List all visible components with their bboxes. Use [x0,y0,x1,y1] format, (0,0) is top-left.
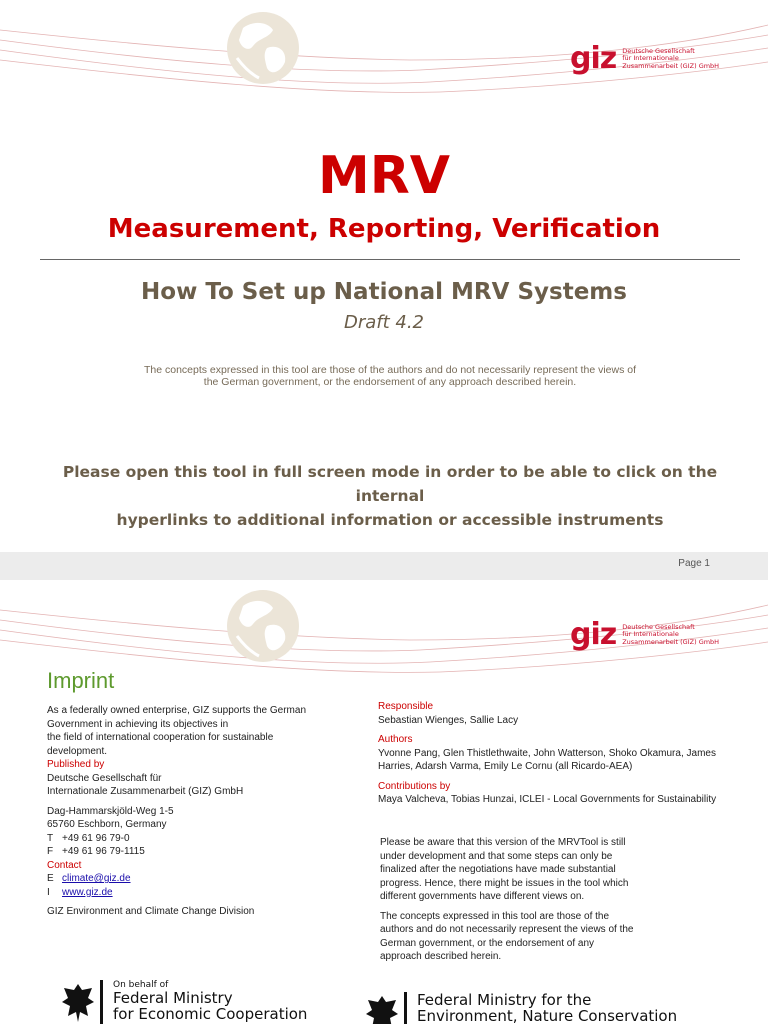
page-number: Page 1 [678,558,710,569]
giz-logo-line: Deutsche Gesellschaft [622,622,695,631]
ministry-logo-environment [364,992,677,1024]
phone-value: +49 61 96 79-0 [62,832,130,844]
address-line: Dag-Hammarskjöld-Weg 1-5 [47,805,174,817]
globe-icon [222,586,304,666]
address-line: 65760 Eschborn, Germany [47,819,167,830]
phone-label: T [47,832,54,844]
giz-logo-line: für Internationale [622,54,679,63]
email-label: E [47,873,54,884]
draft-version: Draft 4.2 [343,312,425,333]
note-line: finalized after the negotiations have made substantial [380,864,616,875]
fax-value: +49 61 96 79-1115 [62,846,145,857]
imprint-right-column [378,700,748,807]
doc-heading: How To Set up National MRV Systems [141,279,627,305]
disclaimer-line: The concepts expressed in this tool are those of the authors and do not necessarily represent the views of [143,364,637,376]
giz-logo-line: für Internationale [622,630,679,639]
ministry-text [417,992,677,1024]
responsible-label: Responsible [378,701,434,712]
fax-label: F [47,846,54,857]
ministry-bar [404,992,407,1024]
ministry-name-line: for Economic Cooperation [113,1005,308,1023]
disclaimer [100,364,680,388]
giz-logo-text [622,48,719,71]
email-link[interactable]: climate@giz.de [62,873,131,884]
contributions-value: Maya Valcheva, Tobias Hunzai, ICLEI - Local Governments for Sustainability [378,794,717,805]
web-link[interactable]: www.giz.de [62,886,113,898]
imprint-page [0,580,768,1024]
on-behalf-text: On behalf of [113,980,169,990]
intro-line: development. [47,745,108,757]
ministry-name-line: Federal Ministry [113,989,233,1007]
development-note [380,836,660,964]
authors-line: Harries, Adarsh Varma, Emily Le Cornu (all Ricardo-AEA) [378,761,633,772]
notice-line: hyperlinks to additional information or accessible instruments [116,511,664,529]
giz-logo-mark: giz [570,617,617,652]
note-line: German government, or the endorsement of any [380,937,595,949]
ministry-bar [100,980,103,1024]
contributions-label: Contributions by [378,780,451,792]
note-line: Please be aware that this version of the MRVTool is still [380,837,626,848]
division-text: GIZ Environment and Climate Change Division [47,906,255,917]
giz-logo-line: Zusammenarbeit (GIZ) GmbH [622,637,720,646]
published-by-label: Published by [47,759,105,770]
note-line: authors and do not necessarily represent the views of the [380,924,634,935]
web-label: I [47,886,50,898]
intro-line: As a federally owned enterprise, GIZ supports the German [47,705,307,716]
ministry-logo-economic [60,980,307,1024]
notice-line: Please open this tool in full screen mode in order to be able to click on the internal [62,463,718,505]
divider [40,259,740,260]
subtitle: Measurement, Reporting, Verification [107,214,661,244]
ministry-name-line: Environment, Nature Conservation [417,1007,678,1024]
publisher-line: Internationale Zusammenarbeit (GIZ) GmbH [47,786,244,797]
imprint-heading: Imprint [47,668,115,693]
fax-row [47,845,337,859]
publisher-line: Deutsche Gesellschaft für [47,772,162,784]
giz-logo-line: Deutsche Gesellschaft [622,46,695,55]
fullscreen-notice [40,460,740,532]
authors-label: Authors [378,734,413,745]
note-line: progress. Hence, there might be issues in the tool which [380,877,629,889]
email-row [47,872,337,886]
ministry-name-line: Federal Ministry for the [417,991,592,1009]
web-row [47,886,337,900]
intro-line: Government in achieving its objectives in [47,718,229,730]
federal-eagle-icon [60,980,96,1024]
main-title: MRV [317,146,451,206]
note-line: different governments have different views on. [380,891,585,902]
disclaimer-line: the German government, or the endorsement of any approach described herein. [203,376,577,388]
federal-eagle-icon [364,992,400,1024]
giz-logo-text [622,624,719,647]
contact-label: Contact [47,859,82,871]
giz-logo [570,617,720,652]
ministry-text [113,980,307,1022]
responsible-value: Sebastian Wienges, Sallie Lacy [378,714,519,726]
authors-line: Yvonne Pang, Glen Thistlethwaite, John Watterson, Shoko Okamura, James [378,747,716,759]
note-line: The concepts expressed in this tool are those of the [380,910,610,922]
globe-icon [222,8,304,88]
phone-row [47,832,337,846]
imprint-left-column [47,704,337,919]
intro-line: the field of international cooperation for sustainable [47,732,274,743]
giz-logo [570,41,720,76]
note-line: approach described herein. [380,951,502,962]
note-line: under development and that some steps can only be [380,850,613,862]
giz-logo-line: Zusammenarbeit (GIZ) GmbH [622,61,720,70]
giz-logo-mark: giz [570,41,617,76]
